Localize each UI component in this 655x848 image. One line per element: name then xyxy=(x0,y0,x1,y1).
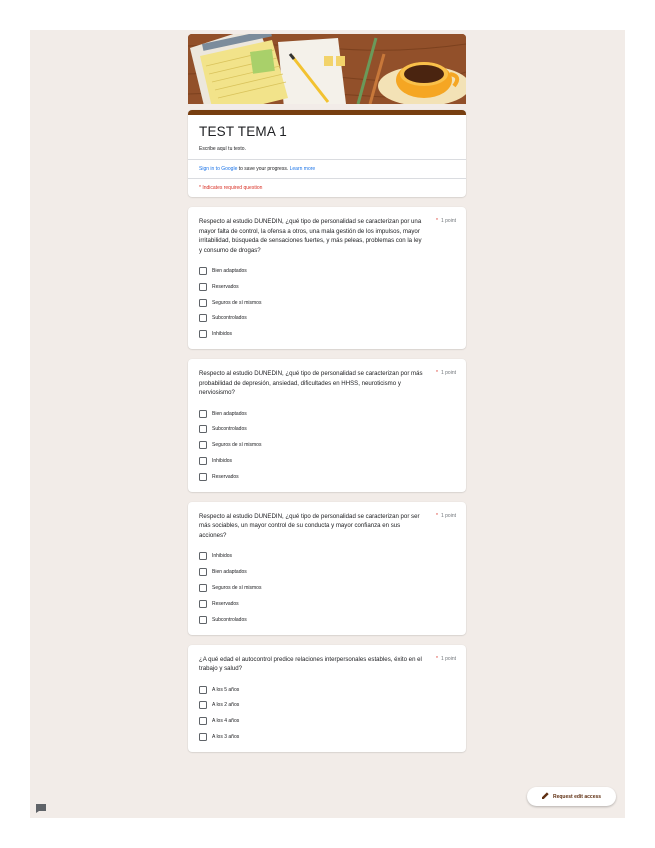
checkbox[interactable] xyxy=(199,283,207,291)
option-checkbox[interactable] xyxy=(199,685,456,695)
question-card-2 xyxy=(188,359,466,492)
checkbox[interactable] xyxy=(199,410,207,418)
option-label: Subcontrolados xyxy=(212,315,247,322)
option-checkbox[interactable] xyxy=(199,567,456,577)
question-text: ¿A qué edad el autocontrol predice relaciones interpersonales estables, éxito en el trabajo y salud? xyxy=(199,655,422,673)
option-checkbox[interactable] xyxy=(199,583,456,593)
question-text: Respecto al estudio DUNEDIN, ¿qué tipo de personalidad se caracterizan por más probabilidad de depresión, ansiedad, dificultades en HHSS, neuroticismo y nerviosismo? xyxy=(199,370,423,397)
header-banner-image xyxy=(188,34,466,104)
option-label: Subcontrolados xyxy=(212,616,247,623)
option-label: Subcontrolados xyxy=(212,426,247,433)
checkbox[interactable] xyxy=(199,686,207,694)
option-checkbox[interactable] xyxy=(199,551,456,561)
question-points: * 1 point xyxy=(436,218,456,224)
option-checkbox[interactable] xyxy=(199,298,456,308)
checkbox[interactable] xyxy=(199,267,207,275)
question-card-4 xyxy=(188,645,466,752)
option-checkbox[interactable] xyxy=(199,732,456,742)
option-label: Seguros de sí mismos xyxy=(212,584,262,591)
form-header-card xyxy=(188,110,466,197)
checkbox[interactable] xyxy=(199,701,207,709)
checkbox[interactable] xyxy=(199,552,207,560)
form-title: TEST TEMA 1 xyxy=(199,124,287,139)
option-label: A los 5 años xyxy=(212,686,240,693)
option-checkbox[interactable] xyxy=(199,599,456,609)
pencil-icon xyxy=(542,792,549,801)
learn-more-link[interactable]: Learn more xyxy=(289,166,316,172)
option-label: A los 3 años xyxy=(212,733,240,740)
request-edit-label: Request edit access xyxy=(552,793,602,800)
option-checkbox[interactable] xyxy=(199,424,456,434)
option-label: Bien adaptados xyxy=(212,569,247,576)
option-label: Inhibidos xyxy=(212,458,233,465)
checkbox[interactable] xyxy=(199,568,207,576)
question-points: * 1 point xyxy=(436,370,456,377)
option-checkbox[interactable] xyxy=(199,716,456,726)
checkbox[interactable] xyxy=(199,425,207,433)
checkbox[interactable] xyxy=(199,457,207,465)
option-label: Inhibidos xyxy=(212,331,233,338)
option-label: Bien adaptados xyxy=(212,410,247,417)
option-checkbox[interactable] xyxy=(199,472,456,482)
form-description: Escribe aquí tu texto. xyxy=(199,146,246,152)
signin-text: to save your progress. xyxy=(237,166,290,172)
options-list xyxy=(199,685,456,742)
option-checkbox[interactable] xyxy=(199,282,456,292)
signin-row xyxy=(188,159,466,178)
required-note: * Indicates required question xyxy=(188,178,466,197)
option-checkbox[interactable] xyxy=(199,615,456,625)
option-label: Inhibidos xyxy=(212,553,233,560)
option-label: Bien adaptados xyxy=(212,268,247,274)
checkbox[interactable] xyxy=(199,473,207,481)
options-list xyxy=(199,551,456,624)
checkbox[interactable] xyxy=(199,314,207,322)
checkbox[interactable] xyxy=(199,330,207,338)
checkbox[interactable] xyxy=(199,733,207,741)
option-checkbox[interactable] xyxy=(199,700,456,710)
option-label: Seguros de sí mismos xyxy=(212,442,262,449)
signin-link[interactable]: Sign in to Google xyxy=(199,166,238,172)
option-label: Reservados xyxy=(212,473,239,480)
checkbox[interactable] xyxy=(199,299,207,307)
request-edit-access-button[interactable] xyxy=(527,787,616,806)
checkbox[interactable] xyxy=(199,616,207,624)
form-container xyxy=(188,34,466,752)
option-checkbox[interactable] xyxy=(199,456,456,466)
option-label: Reservados xyxy=(212,283,239,290)
option-checkbox[interactable] xyxy=(199,329,456,339)
question-points: * 1 point xyxy=(436,655,456,662)
options-list xyxy=(199,266,456,339)
option-checkbox[interactable] xyxy=(199,313,456,323)
option-label: Seguros de sí mismos xyxy=(212,299,262,306)
option-checkbox[interactable] xyxy=(199,266,456,276)
checkbox[interactable] xyxy=(199,717,207,725)
question-text: Respecto al estudio DUNEDIN, ¿qué tipo de personalidad se caracterizan por ser más sociables, un mayor control de su conducta y mayor confianza en sus acciones? xyxy=(199,512,420,539)
option-label: Reservados xyxy=(212,600,239,607)
option-label: A los 4 años xyxy=(212,718,240,725)
option-checkbox[interactable] xyxy=(199,440,456,450)
question-card-3 xyxy=(188,502,466,635)
checkbox[interactable] xyxy=(199,441,207,449)
options-list xyxy=(199,409,456,482)
feedback-icon[interactable] xyxy=(36,800,46,809)
option-label: A los 2 años xyxy=(212,702,240,709)
option-checkbox[interactable] xyxy=(199,409,456,419)
question-points: * 1 point xyxy=(436,512,456,519)
checkbox[interactable] xyxy=(199,600,207,608)
checkbox[interactable] xyxy=(199,584,207,592)
question-card-1 xyxy=(188,207,466,349)
question-text: Respecto al estudio DUNEDIN, ¿qué tipo de personalidad se caracterizan por una mayor falta de control, la ofensa a otros, una mala gestión de los impulsos, mayor irritabilidad, búsqueda de sensaciones fuertes, y más peleas, problemas con la ley y consumo de drogas? xyxy=(199,218,422,254)
